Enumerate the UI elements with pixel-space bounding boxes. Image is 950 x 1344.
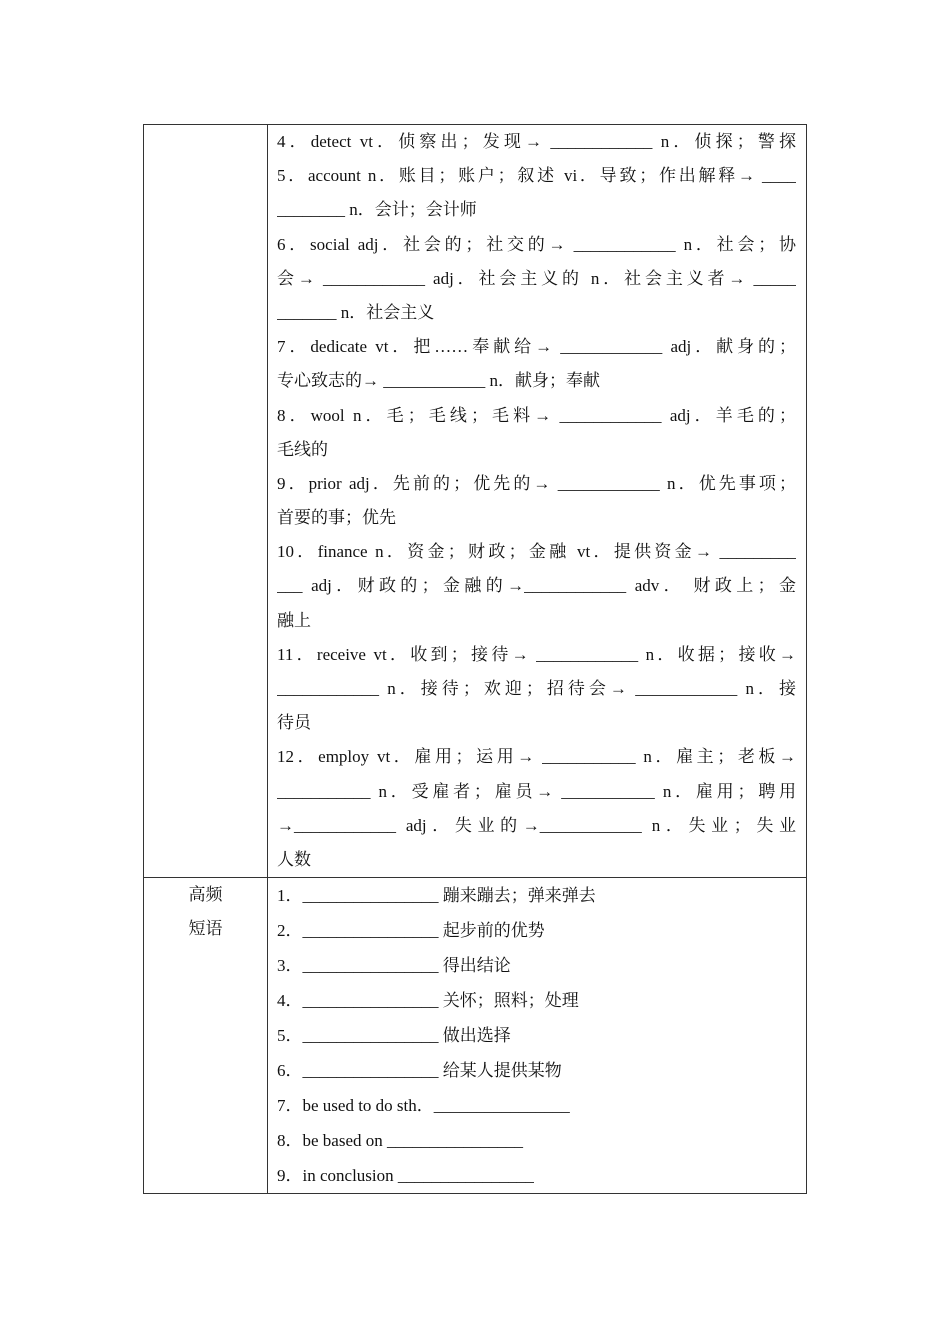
vocab-line: 融上: [277, 610, 311, 630]
vocab-line: 4．detect vt．侦察出；发现→ ____________ n．侦探；警探: [277, 132, 796, 151]
phrase-item: 6．________________ 给某人提供某物: [277, 1061, 562, 1081]
vocabulary-table: [143, 124, 807, 1194]
phrase-item: 5．________________ 做出选择: [277, 1026, 511, 1046]
phrases-content-cell: [268, 878, 807, 1194]
vocab-line: 5．account n．账目；账户；叙述 vi．导致；作出解释→ ____: [277, 166, 796, 186]
vocab-line: 毛线的: [277, 439, 328, 459]
phrase-item: 1．________________ 蹦来蹦去；弹来弹去: [277, 886, 596, 906]
phrase-item: 7．be used to do sth．________________: [277, 1096, 570, 1116]
vocab-lines: [268, 125, 806, 877]
vocab-row: [144, 125, 807, 878]
vocab-line: 会→ ____________ adj．社会主义的 n．社会主义者→ _____: [277, 268, 796, 288]
phrase-list: [268, 878, 806, 1193]
phrase-item: 3．________________ 得出结论: [277, 956, 511, 976]
category-label-line1: 高频: [188, 885, 223, 905]
phrases-row: [144, 878, 807, 1194]
vocab-line: 6．social adj．社会的；社交的→ ____________ n．社会；协: [277, 234, 796, 254]
vocab-line: 待员: [277, 713, 311, 733]
phrase-item: 4．________________ 关怀；照料；处理: [277, 991, 579, 1011]
vocab-line: 专心致志的→ ____________ n．献身；奉献: [277, 371, 600, 391]
vocab-line: 11．receive vt．收到；接待→ ____________ n．收据；接收→: [277, 644, 796, 664]
vocab-line: 8．wool n．毛；毛线；毛料→ ____________ adj．羊毛的；: [277, 405, 796, 425]
vocab-category-cell: [144, 125, 268, 878]
vocab-line: ___ adj．财政的；金融的→____________ adv． 财政上；金: [277, 576, 796, 596]
phrase-item: 9．in conclusion ________________: [277, 1166, 534, 1186]
vocab-line: 9．prior adj．先前的；优先的→ ____________ n．优先事项；: [277, 473, 796, 493]
vocab-line: 10．finance n．资金；财政；金融 vt．提供资金→ _________: [277, 542, 796, 562]
vocab-line: 首要的事；优先: [277, 508, 396, 528]
category-label-line2: 短语: [188, 919, 223, 939]
vocab-line: ___________ n．受雇者；雇员→ ___________ n．雇用；聘用: [277, 781, 796, 801]
vocab-content-cell: [268, 125, 807, 878]
vocab-line: →____________ adj．失业的→____________ n．失业；失业: [277, 815, 796, 835]
vocab-line: 7．dedicate vt．把……奉献给→ ____________ adj．献身的；: [277, 337, 796, 357]
phrase-item: 2．________________ 起步前的优势: [277, 921, 545, 941]
phrases-category-cell: [144, 878, 268, 1194]
vocab-line: 人数: [277, 849, 311, 869]
vocab-line: 12．employ vt．雇用；运用→ ___________ n．雇主；老板→: [277, 747, 796, 767]
vocab-line: _______ n．社会主义: [277, 302, 435, 322]
vocab-line: ________ n．会计；会计师: [277, 200, 477, 220]
phrase-item: 8．be based on ________________: [277, 1131, 524, 1151]
vocab-line: ____________ n．接待；欢迎；招待会→ ____________ n．接: [277, 679, 796, 698]
